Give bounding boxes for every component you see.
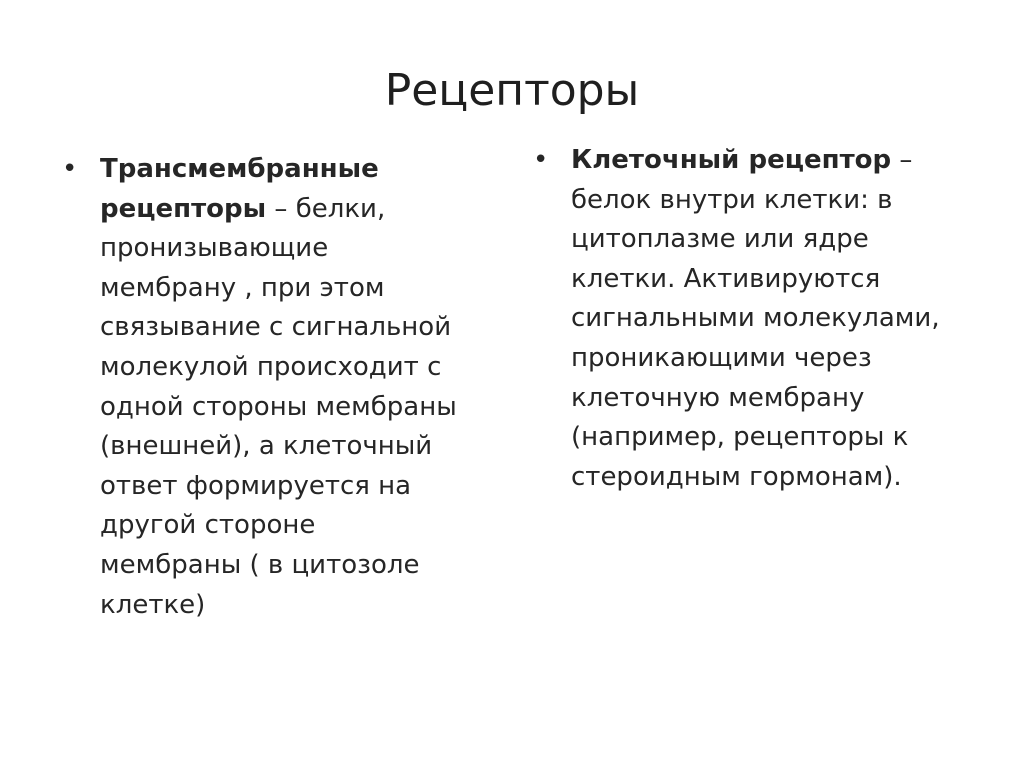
definition-cellular: – белок внутри клетки: в цитоплазме или ядре клетки. Активируются сигнальными молекулами, проникающими через клеточную мембрану (например, рецепторы к стероидным гормонам). (571, 145, 940, 492)
bullet-icon: • (62, 154, 78, 184)
slide-title: Рецепторы (384, 65, 640, 116)
left-column (62, 150, 462, 625)
bullet-item-cellular (533, 141, 953, 497)
right-column (533, 141, 953, 497)
definition-transmembrane: – белки, пронизывающие мембрану , при этом связывание с сигнальной молекулой происходит с одной стороны мембраны (внешней), а клеточный ответ формируется на другой стороне мембраны ( в цитозоле клетке) (100, 193, 457, 620)
term-transmembrane: Трансмембранные рецепторы (100, 154, 379, 224)
term-cellular: Клеточный рецептор (571, 145, 892, 175)
bullet-item-transmembrane (62, 150, 462, 625)
bullet-icon: • (533, 145, 549, 175)
